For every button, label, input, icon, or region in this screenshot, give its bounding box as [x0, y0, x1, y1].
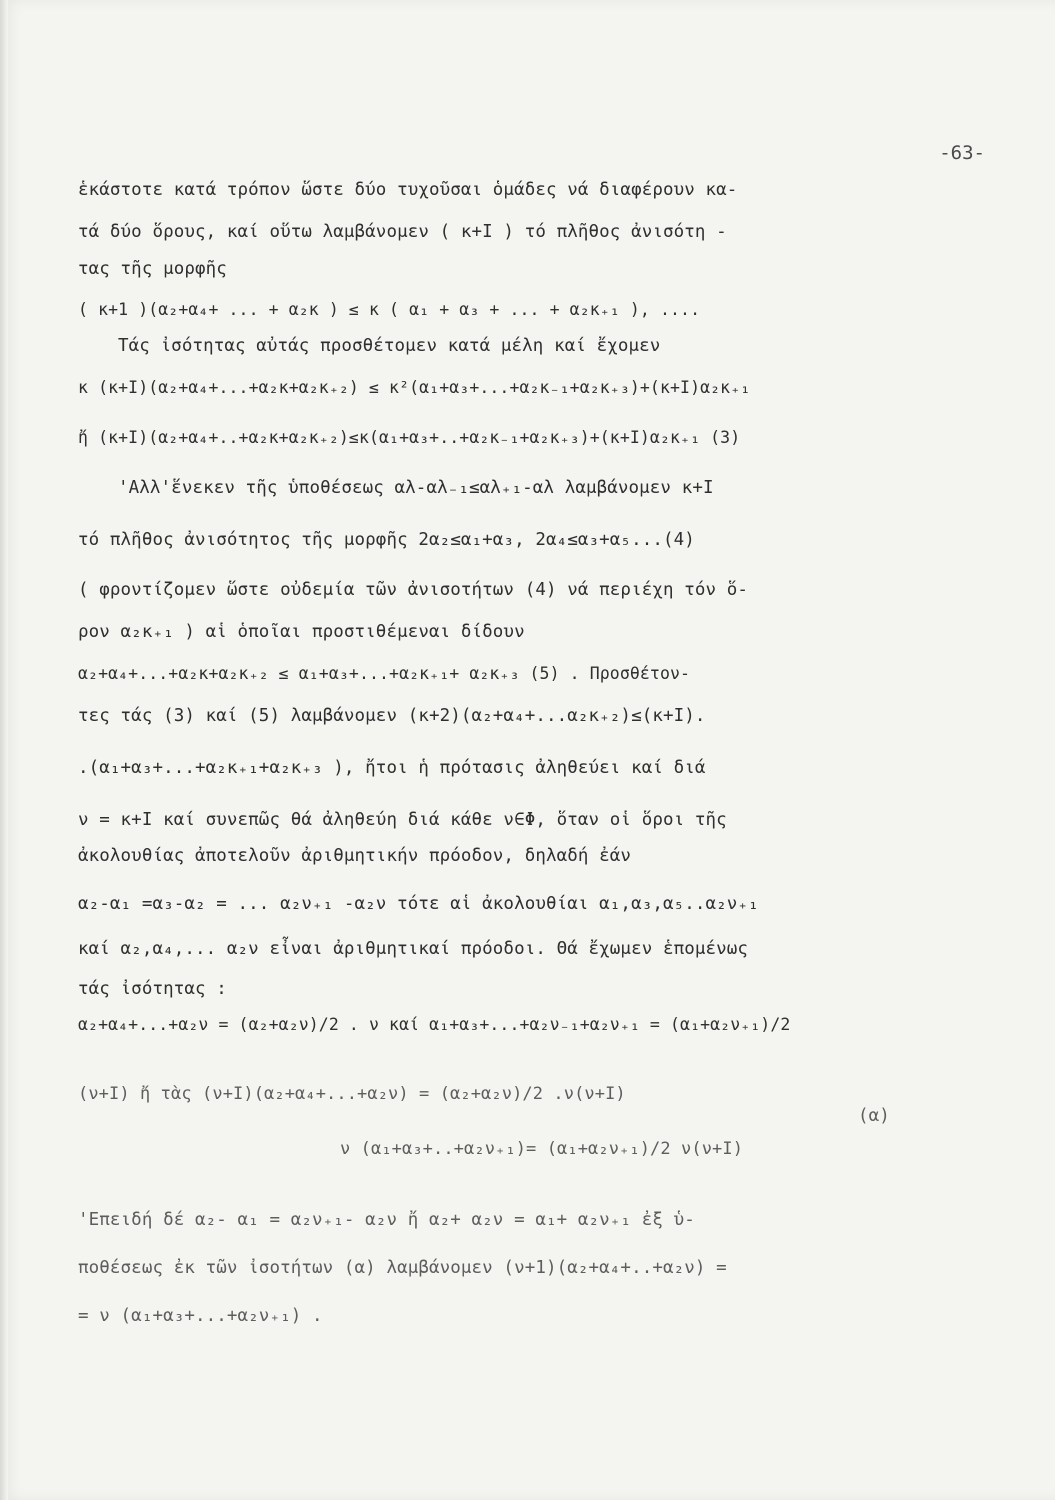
text-line-1: ἑκάστοτε κατά τρόπον ὥστε δύο τυχοῦσαι ὁμάδες νά διαφέρουν κα-	[78, 180, 738, 200]
text-line-7: ( φροντίζομεν ὥστε οὐδεμία τῶν ἀνισοτήτων (4) νά περιέχη τόν ὅ-	[78, 580, 749, 600]
text-line-11: ν = κ+I καί συνεπῶς θά ἀληθεύη διά κάθε ν∈Φ, ὅταν οἱ ὅροι τῆς	[78, 810, 727, 830]
text-line-2: τά δύο ὅρους, καί οὕτω λαμβάνομεν ( κ+I ) τό πλῆθος ἀνισότη -	[78, 222, 727, 242]
formula-line-7: ν (α₁+α₃+..+α₂ν₊₁)= (α₁+α₂ν₊₁)/2 ν(ν+I)	[340, 1139, 744, 1159]
text-line-9: τες τάς (3) καί (5) λαμβάνομεν (κ+2)(α₂+α₄+...α₂κ₊₂)≤(κ+I).	[78, 706, 706, 726]
formula-line-4: α₂+α₄+...+α₂κ+α₂κ₊₂ ≤ α₁+α₃+...+α₂κ₊₁+ α₂κ₊₃ (5) . Προσθέτον-	[78, 664, 691, 683]
formula-line-5: α₂+α₄+...+α₂ν = (α₂+α₂ν)/2 . ν καί α₁+α₃+...+α₂ν₋₁+α₂ν₊₁ = (α₁+α₂ν₊₁)/2	[78, 1015, 791, 1034]
text-line-16: 'Επειδή δέ α₂- α₁ = α₂ν₊₁- α₂ν ἤ α₂+ α₂ν = α₁+ α₂ν₊₁ ἐξ ὑ-	[78, 1210, 695, 1230]
text-line-10: .(α₁+α₃+...+α₂κ₊₁+α₂κ₊₃ ), ἤτοι ἡ πρότασις ἀληθεύει καί διά	[78, 758, 706, 778]
text-line-3: τας τῆς μορφῆς	[78, 259, 227, 279]
text-line-17: ποθέσεως ἐκ τῶν ἰσοτήτων (α) λαμβάνομεν (ν+1)(α₂+α₄+..+α₂ν) =	[78, 1258, 727, 1278]
text-line-14: καί α₂,α₄,... α₂ν εἶναι ἀριθμητικαί πρόοδοι. Θά ἔχωμεν ἑπομένως	[78, 939, 749, 959]
formula-line-1: ( κ+1 )(α₂+α₄+ ... + α₂κ ) ≤ κ ( α₁ + α₃ + ... + α₂κ₊₁ ), ....	[78, 300, 701, 319]
text-line-6: τό πλῆθος ἀνισότητος τῆς μορφῆς 2α₂≤α₁+α₃, 2α₄≤α₃+α₅...(4)	[78, 530, 695, 550]
formula-line-2: κ (κ+I)(α₂+α₄+...+α₂κ+α₂κ₊₂) ≤ κ²(α₁+α₃+...+α₂κ₋₁+α₂κ₊₃)+(κ+I)α₂κ₊₁	[78, 378, 751, 397]
text-line-13: α₂-α₁ =α₃-α₂ = ... α₂ν₊₁ -α₂ν τότε αἱ ἀκολουθίαι α₁,α₃,α₅..α₂ν₊₁	[78, 894, 759, 914]
text-line-5: 'Αλλ'ἕνεκεν τῆς ὑποθέσεως αλ-αλ₋₁≤αλ₊₁-αλ λαμβάνομεν κ+I	[118, 478, 714, 498]
equation-tag-a: (α)	[858, 1106, 890, 1126]
text-line-4: Τάς ἰσότητας αὐτάς προσθέτομεν κατά μέλη καί ἔχομεν	[118, 336, 661, 356]
text-line-18: = ν (α₁+α₃+...+α₂ν₊₁) .	[78, 1306, 323, 1326]
formula-line-3: ἤ (κ+I)(α₂+α₄+..+α₂κ+α₂κ₊₂)≤κ(α₁+α₃+..+α₂κ₋₁+α₂κ₊₃)+(κ+I)α₂κ₊₁ (3)	[78, 428, 741, 447]
formula-line-6: (ν+I) ἤ τὰς (ν+I)(α₂+α₄+...+α₂ν) = (α₂+α₂ν)/2 .ν(ν+I)	[78, 1084, 626, 1104]
text-line-12: ἀκολουθίας ἀποτελοῦν ἀριθμητικήν πρόοδον, δηλαδή ἐάν	[78, 846, 632, 866]
text-line-15: τάς ἰσότητας :	[78, 979, 227, 999]
page-number: -63-	[939, 142, 985, 164]
text-line-8: ρον α₂κ₊₁ ) αἱ ὁποῖαι προστιθέμεναι δίδουν	[78, 622, 525, 642]
page-edge-shadow	[0, 0, 8, 1500]
